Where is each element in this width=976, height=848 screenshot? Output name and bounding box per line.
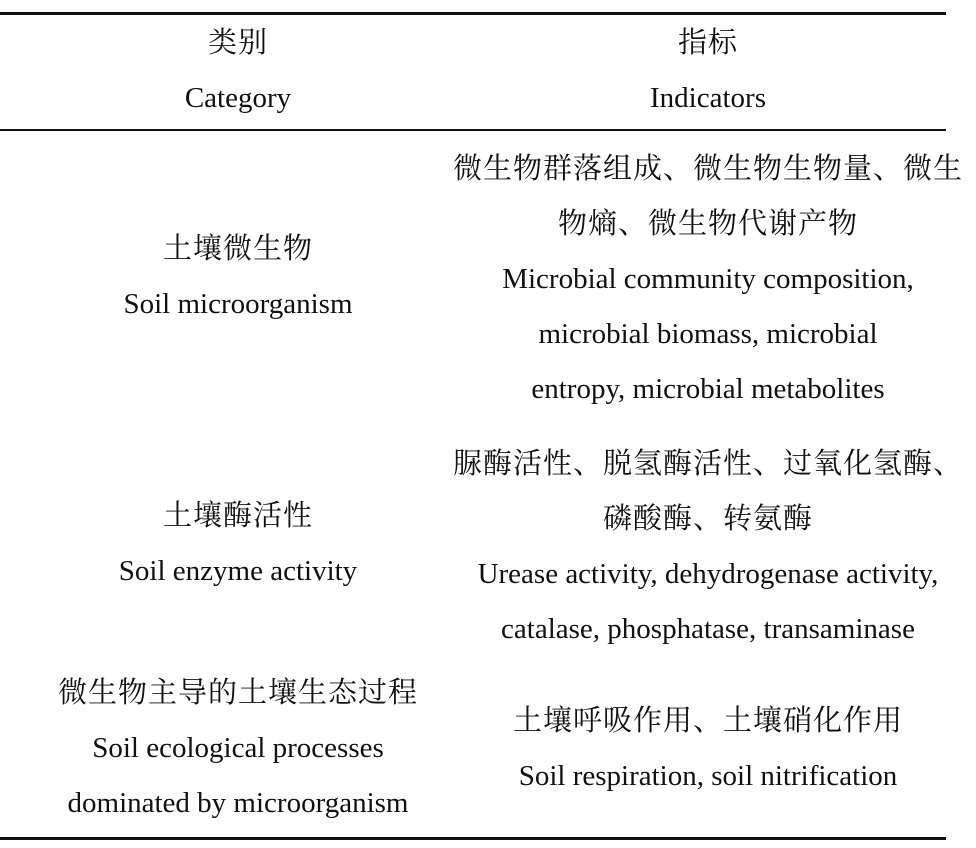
- indicators-en-line: entropy, microbial metabolites: [531, 373, 885, 405]
- category-zh: 微生物主导的土壤生态过程: [57, 677, 418, 709]
- indicators-zh-line: 微生物群落组成、微生物生物量、微生: [452, 153, 963, 185]
- header-indicators-en: Indicators: [650, 82, 766, 114]
- indicators-en-line: microbial biomass, microbial: [538, 318, 878, 350]
- header-category: [0, 16, 476, 126]
- category-en: Soil enzyme activity: [118, 555, 358, 587]
- table-row-category: [0, 489, 476, 599]
- table-header-rule: [0, 129, 946, 131]
- category-zh: 土壤酶活性: [162, 500, 313, 532]
- table-row-category: [0, 222, 476, 332]
- indicators-zh-line: 脲酶活性、脱氢酶活性、过氧化氢酶、: [452, 448, 963, 480]
- category-en-line: Soil ecological processes: [92, 732, 384, 764]
- indicators-zh-line: 物熵、微生物代谢产物: [557, 208, 858, 240]
- indicators-en-line: Urease activity, dehydrogenase activity,: [477, 558, 939, 590]
- header-category-zh: 类别: [207, 27, 268, 59]
- table-bottom-rule: [0, 837, 946, 840]
- table-row-category: [0, 666, 476, 831]
- header-category-en: Category: [184, 82, 292, 114]
- indicators-zh-line: 土壤呼吸作用、土壤硝化作用: [512, 705, 903, 737]
- table-row-indicators: [440, 142, 976, 417]
- table-top-rule: [0, 12, 946, 15]
- category-zh: 土壤微生物: [162, 233, 313, 265]
- header-indicators: [440, 16, 976, 126]
- indicators-en-line: catalase, phosphatase, transaminase: [501, 613, 915, 645]
- table-row-indicators: [440, 694, 976, 804]
- indicators-en-line: Microbial community composition,: [502, 263, 914, 295]
- header-indicators-zh: 指标: [677, 27, 738, 59]
- indicators-en-line: Soil respiration, soil nitrification: [518, 760, 898, 792]
- category-en: Soil microorganism: [123, 288, 353, 320]
- table-row-indicators: [440, 437, 976, 657]
- indicators-zh-line: 磷酸酶、转氨酶: [602, 503, 813, 535]
- category-en-line: dominated by microorganism: [67, 787, 409, 819]
